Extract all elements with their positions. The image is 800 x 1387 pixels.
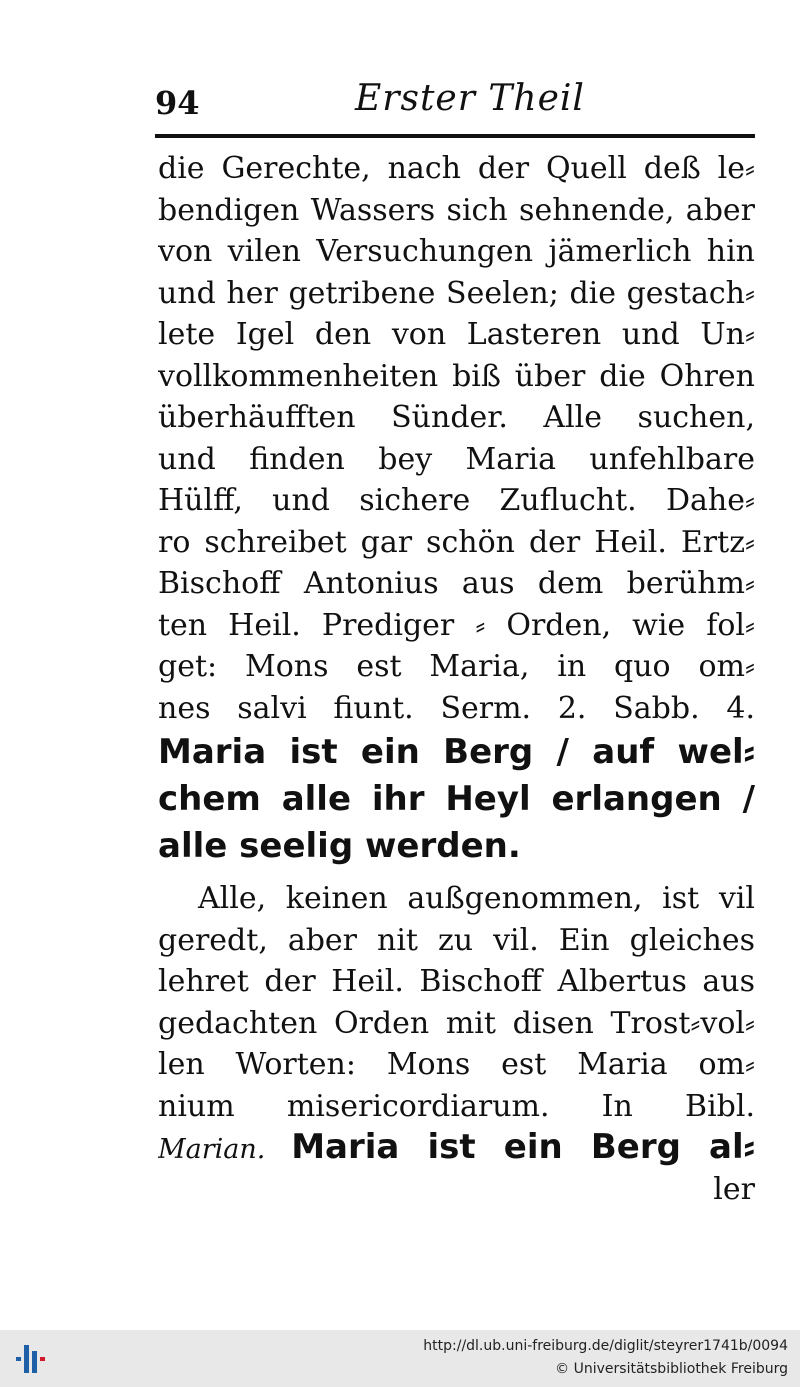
text-line [158, 1127, 755, 1169]
page-header [155, 78, 755, 128]
text-line: len Worten: Mons est Maria om⸗ [158, 1047, 755, 1082]
viewer-footer [0, 1330, 800, 1387]
text-line: Hülff, und sichere Zuflucht. Dahe⸗ [158, 483, 755, 518]
text-line: ro schreibet gar schön der Heil. Ertz⸗ [158, 524, 755, 560]
text-line: von vilen Versuchungen jämerlich hin [158, 234, 755, 269]
text-line: lehret der Heil. Bischoff Albertus aus [158, 964, 755, 999]
copyright-text: © Universitätsbibliothek Freiburg [555, 1361, 788, 1377]
inline-heading-text: Maria ist ein Berg al⸗ [291, 1127, 755, 1167]
text-line: Alle, keinen außgenommen, ist vil [198, 881, 755, 916]
header-rule [155, 134, 755, 138]
source-url: http://dl.ub.uni-freiburg.de/diglit/steyrer1741b/0094 [423, 1338, 788, 1354]
text-line: und finden bey Maria unfehlbare [158, 441, 755, 477]
section-heading-line: alle seelig werden. [158, 826, 521, 866]
text-line: get: Mons est Maria, in quo om⸗ [158, 649, 755, 684]
text-line: bendigen Wassers sich sehnende, aber [158, 192, 755, 228]
text-line: die Gerechte, nach der Quell deß le⸗ [158, 151, 755, 186]
text-line: nium misericordiarum. In Bibl. [158, 1088, 755, 1124]
body-text [158, 148, 755, 1210]
page-number: 94 [155, 84, 200, 122]
ub-freiburg-logo-icon [12, 1341, 48, 1377]
text-line: vollkommenheiten biß über die Ohren [158, 358, 755, 394]
catchword: ler [713, 1171, 755, 1207]
text-line: gedachten Orden mit disen Trost⸗vol⸗ [158, 1005, 755, 1041]
text-line: geredt, aber nit zu vil. Ein gleiches [158, 922, 755, 958]
running-title: Erster Theil [355, 78, 585, 119]
text-line: überhäufften Sünder. Alle suchen, [158, 400, 755, 435]
section-heading-line: Maria ist ein Berg / auf wel⸗ [158, 732, 755, 772]
section-heading-line: chem alle ihr Heyl erlangen / [158, 779, 755, 819]
text-line: und her getribene Seelen; die gestach⸗ [158, 275, 755, 311]
text-line: lete Igel den von Lasteren und Un⸗ [158, 317, 755, 352]
text-line: ten Heil. Prediger ⸗ Orden, wie fol⸗ [158, 607, 755, 643]
text-line: nes salvi fiunt. Serm. 2. Sabb. 4. [158, 690, 755, 726]
text-line: Bischoff Antonius aus dem berühm⸗ [158, 566, 755, 601]
citation-text: Marian. [158, 1134, 266, 1165]
